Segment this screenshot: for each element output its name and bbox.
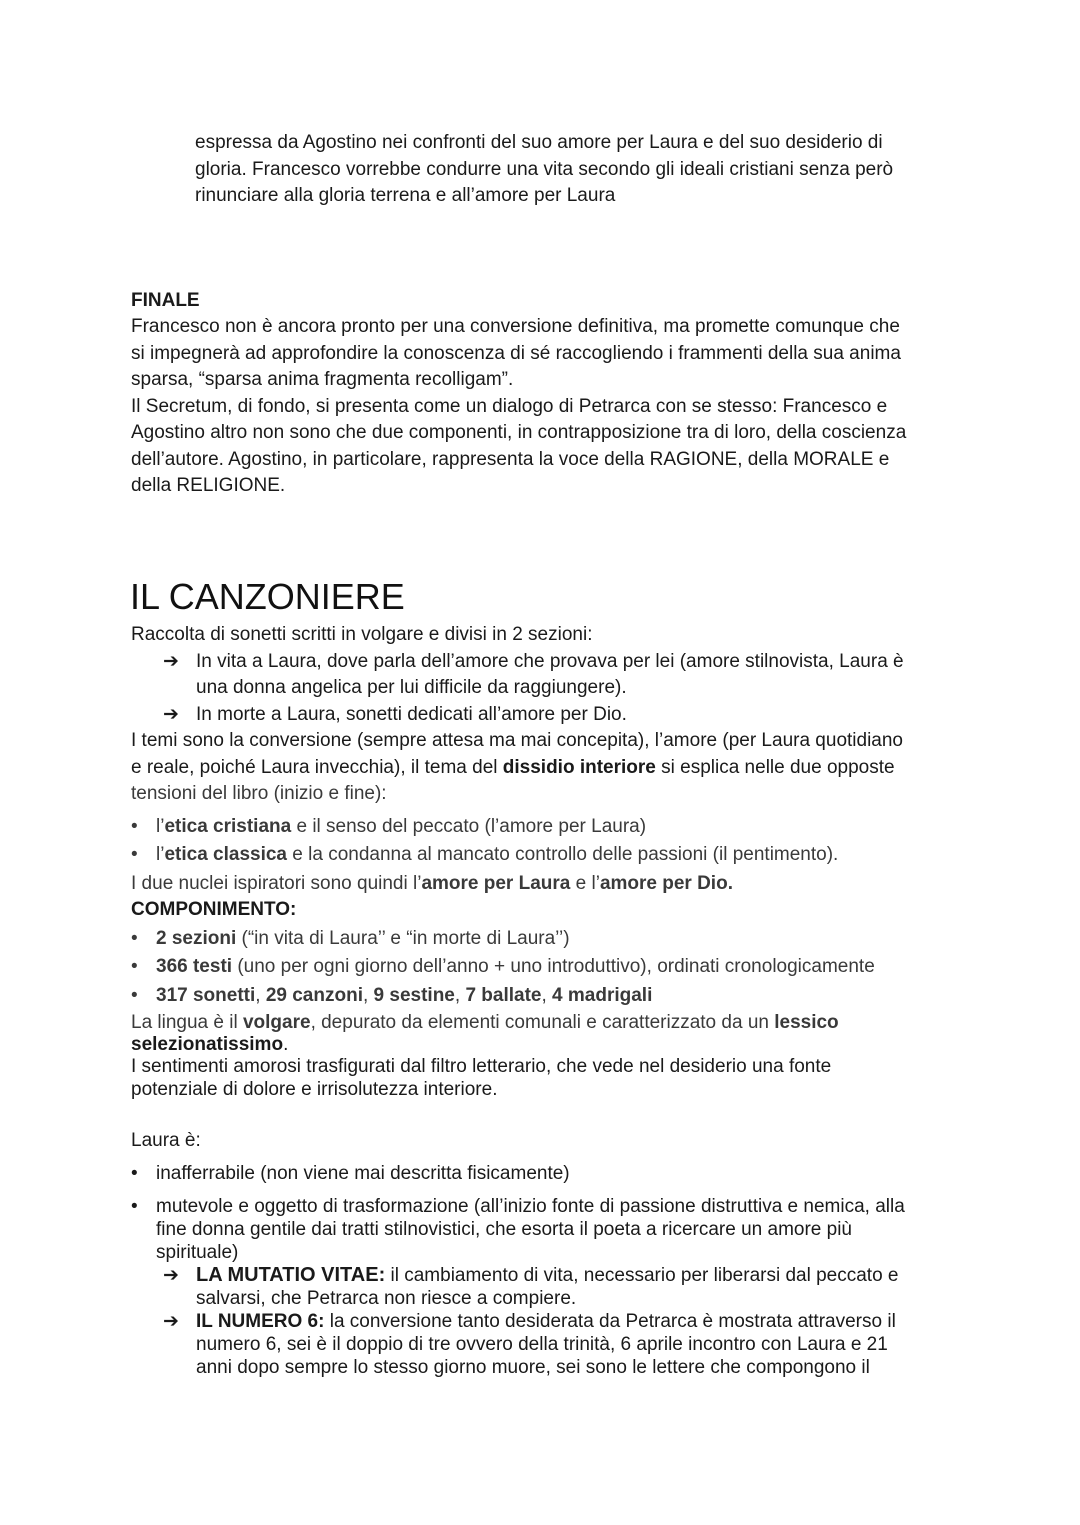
finale-paragraph (131, 314, 981, 500)
bullet-item (131, 1195, 981, 1264)
intro-line: espressa da Agostino nei confronti del suo amore per Laura e del suo desiderio di (195, 132, 883, 153)
bullet-item (131, 842, 981, 869)
nuclei-line (131, 871, 981, 898)
finale-line: Francesco non è ancora pronto per una conversione definitiva, ma promette comunque che (131, 316, 900, 337)
bullet-icon: • (131, 1162, 138, 1184)
bold-text: lessico (774, 1012, 839, 1033)
lingua-line (131, 1012, 981, 1034)
canzoniere-intro: Raccolta di sonetti scritti in volgare e divisi in 2 sezioni: (131, 624, 593, 645)
finale-line: sparsa, “sparsa anima fragmenta recolligam”. (131, 369, 514, 390)
text: (“in vita di Laura’’ e “in morte di Laura’’) (236, 927, 570, 949)
bold-text: IL NUMERO 6: (196, 1311, 325, 1332)
arrow-icon: ➔ (163, 1311, 179, 1332)
text: , (454, 984, 466, 1006)
text: si esplica nelle due opposte (655, 756, 895, 778)
finale-line: si impegnerà ad approfondire la conoscenza di sé raccogliendo i frammenti della sua anima (131, 342, 901, 364)
temi-line (131, 755, 981, 782)
bullet-icon: • (131, 815, 138, 837)
temi-line: I temi sono la conversione (sempre attesa ma mai concepita), l’amore (per Laura quotidiano (131, 730, 903, 751)
bold-text: selezionatissimo (131, 1034, 284, 1055)
bullet-icon: • (131, 956, 138, 977)
componimento-heading (131, 897, 981, 924)
bullet-item (131, 954, 981, 981)
text: la conversione tanto desiderata da Petrarca è mostrata attraverso il (324, 1311, 896, 1332)
text: il cambiamento di vita, necessario per liberarsi dal peccato e (385, 1265, 899, 1286)
arrow-list-item (131, 702, 981, 729)
text: e reale, poiché Laura invecchia), il tema del (131, 756, 503, 778)
text: l’ (156, 815, 165, 837)
sentimenti-line: potenziale di dolore e irrisolutezza interiore. (131, 1079, 498, 1100)
arrow-icon: ➔ (163, 703, 179, 725)
text: , (362, 984, 374, 1006)
canzoniere-body (131, 622, 981, 1379)
text: , (541, 984, 553, 1006)
bold-text: etica classica (164, 844, 287, 865)
finale-line: Agostino altro non sono che due componenti, in contrapposizione tra di loro, della coscienza (131, 422, 907, 443)
bullet-icon: • (131, 844, 138, 865)
section-line: In morte a Laura, sonetti dedicati all’amore per Dio. (196, 703, 627, 725)
text: spirituale) (156, 1242, 239, 1263)
bold-text: amore per Laura (421, 872, 571, 894)
text: , depurato da elementi comunali e caratterizzato da un (310, 1012, 775, 1033)
text: , (255, 984, 266, 1006)
intro-line: gloria. Francesco vorrebbe condurre una vita secondo gli ideali cristiani senza però (195, 158, 894, 180)
arrow-list-item (131, 649, 981, 702)
finale-line: Il Secretum, di fondo, si presenta come un dialogo di Petrarca con se stesso: Francesco e (131, 395, 888, 417)
bold-text: COMPONIMENTO: (131, 899, 297, 920)
bold-text: amore per Dio. (599, 872, 733, 894)
bullet-item (131, 1161, 981, 1188)
bullet-item (131, 814, 981, 841)
bold-text: 366 testi (156, 956, 233, 977)
bold-text: LA MUTATIO VITAE: (196, 1264, 386, 1286)
mutatio-line: salvarsi, che Petrarca non riesce a compiere. (196, 1288, 577, 1309)
numero-line: numero 6, sei è il doppio di tre ovvero della trinità, 6 aprile incontro con Laura e 21 (196, 1334, 888, 1355)
laura-heading: Laura è: (131, 1130, 201, 1151)
bullet-item (131, 926, 981, 953)
finale-line: dell’autore. Agostino, in particolare, rappresenta la voce della RAGIONE, della MORALE e (131, 448, 890, 470)
text: e l’ (570, 872, 600, 894)
numero-line (196, 1310, 896, 1333)
intro-paragraph (195, 130, 975, 210)
section-title: IL CANZONIERE (130, 576, 405, 617)
section-line: In vita a Laura, dove parla dell’amore che provava per lei (amore stilnovista, Laura è (196, 650, 904, 672)
bold-text: volgare (242, 1012, 311, 1033)
bullet-icon: • (131, 984, 138, 1006)
bold-text: dissidio interiore (502, 756, 656, 778)
text: (uno per ogni giorno dell’anno + uno introduttivo), ordinati cronologicamente (232, 956, 875, 977)
bold-text: 29 canzoni (265, 984, 363, 1006)
bold-text: 2 sezioni (156, 927, 237, 949)
text: l’ (156, 844, 165, 865)
text: inafferrabile (non viene mai descritta fisicamente) (156, 1162, 570, 1184)
text: La lingua è il (131, 1012, 243, 1033)
text: e il senso del peccato (l’amore per Laura) (291, 815, 647, 837)
arrow-icon: ➔ (163, 1265, 179, 1286)
arrow-list-item (131, 1310, 981, 1379)
bold-text: etica cristiana (164, 815, 292, 837)
arrow-icon: ➔ (163, 650, 179, 672)
text: mutevole e oggetto di trasformazione (all’inizio fonte di passione distruttiva e nemica, alla (156, 1196, 905, 1217)
text: fine donna gentile dai tratti stilnovistici, che esorta il poeta a ricercare un amore più (156, 1219, 852, 1240)
bullet-icon: • (131, 1196, 138, 1217)
bullet-icon: • (131, 927, 138, 949)
mutatio-line (196, 1264, 899, 1287)
intro-line: rinunciare alla gloria terrena e all’amore per Laura (195, 185, 616, 206)
bold-text: 7 ballate (465, 984, 542, 1006)
bold-text: 4 madrigali (552, 984, 653, 1006)
arrow-list-item (131, 1264, 981, 1310)
text: . (283, 1034, 289, 1055)
sentimenti-line: I sentimenti amorosi trasfigurati dal filtro letterario, che vede nel desiderio una fonte (131, 1056, 832, 1077)
text: I due nuclei ispiratori sono quindi l’ (131, 872, 422, 894)
temi-line: tensioni del libro (inizio e fine): (131, 783, 387, 804)
text: e la condanna al mancato controllo delle passioni (il pentimento). (287, 844, 839, 865)
lingua-line (131, 1034, 981, 1056)
finale-heading: FINALE (131, 290, 200, 311)
section-line: una donna angelica per lui difficile da raggiungere). (196, 677, 627, 698)
numero-line: anni dopo sempre lo stesso giorno muore, sei sono le lettere che compongono il (196, 1357, 870, 1378)
bullet-item (131, 983, 981, 1010)
bold-text: 9 sestine (373, 984, 455, 1006)
finale-line: della RELIGIONE. (131, 475, 286, 496)
bold-text: 317 sonetti (156, 984, 256, 1006)
